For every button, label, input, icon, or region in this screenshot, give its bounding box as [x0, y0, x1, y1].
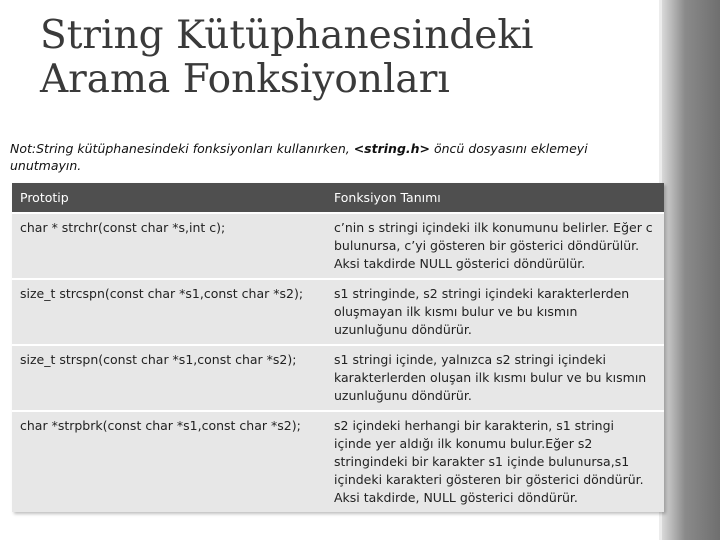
prototype-cell: size_t strspn(const char *s1,const char *s2);	[12, 344, 326, 410]
title-line-2: Arama Fonksiyonları	[40, 57, 450, 102]
prototype-cell: char * strchr(const char *s,int c);	[12, 212, 326, 278]
description-cell	[326, 344, 664, 410]
description-line: stringindeki bir karakter s1 içinde bulunursa,s1	[334, 454, 630, 469]
note-header-name: <string.h>	[353, 141, 431, 156]
note-suffix: öncü dosyasını eklemeyi unutmayın.	[10, 141, 588, 173]
header-description: Fonksiyon Tanımı	[326, 183, 664, 212]
table-row	[12, 344, 664, 410]
description-line: oluşmayan ilk kısmı bulur ve bu kısmın	[334, 304, 578, 319]
note-prefix: Not:String kütüphanesindeki fonksiyonları kullanırken,	[10, 141, 354, 156]
description-line: uzunluğunu döndürür.	[334, 322, 472, 337]
description-line: uzunluğunu döndürür.	[334, 388, 472, 403]
description-line: bulunursa, c’yi gösteren bir gösterici döndürülür.	[334, 238, 640, 253]
description-cell	[326, 410, 664, 512]
description-cell	[326, 278, 664, 344]
table-header-row	[12, 183, 664, 212]
description-line: s2 içindeki herhangi bir karakterin, s1 stringi	[334, 418, 615, 433]
table-row	[12, 410, 664, 512]
title-line-1: String Kütüphanesindeki	[40, 13, 534, 58]
description-line: s1 stringinde, s2 stringi içindeki karakterlerden	[334, 286, 630, 301]
table-row	[12, 278, 664, 344]
prototype-cell: size_t strcspn(const char *s1,const char *s2);	[12, 278, 326, 344]
decorative-side-band	[662, 0, 720, 540]
note-text	[10, 140, 630, 174]
description-line: karakterlerden oluşan ilk kısmı bulur ve bu kısmın	[334, 370, 647, 385]
slide-title	[40, 14, 533, 102]
description-line: Aksi takdirde NULL gösterici döndürülür.	[334, 256, 586, 271]
description-line: içinde yer aldığı ilk konumu bulur.Eğer s2	[334, 436, 593, 451]
header-prototype: Prototip	[12, 183, 326, 212]
prototype-cell: char *strpbrk(const char *s1,const char *s2);	[12, 410, 326, 512]
functions-table	[12, 183, 664, 512]
description-line: c’nin s stringi içindeki ilk konumunu belirler. Eğer c	[334, 220, 653, 235]
description-line: s1 stringi içinde, yalnızca s2 stringi içindeki	[334, 352, 606, 367]
description-line: içindeki karakteri gösteren bir gösterici döndürür.	[334, 472, 644, 487]
description-line: Aksi takdirde, NULL gösterici döndürür.	[334, 490, 578, 505]
description-cell	[326, 212, 664, 278]
table-row	[12, 212, 664, 278]
